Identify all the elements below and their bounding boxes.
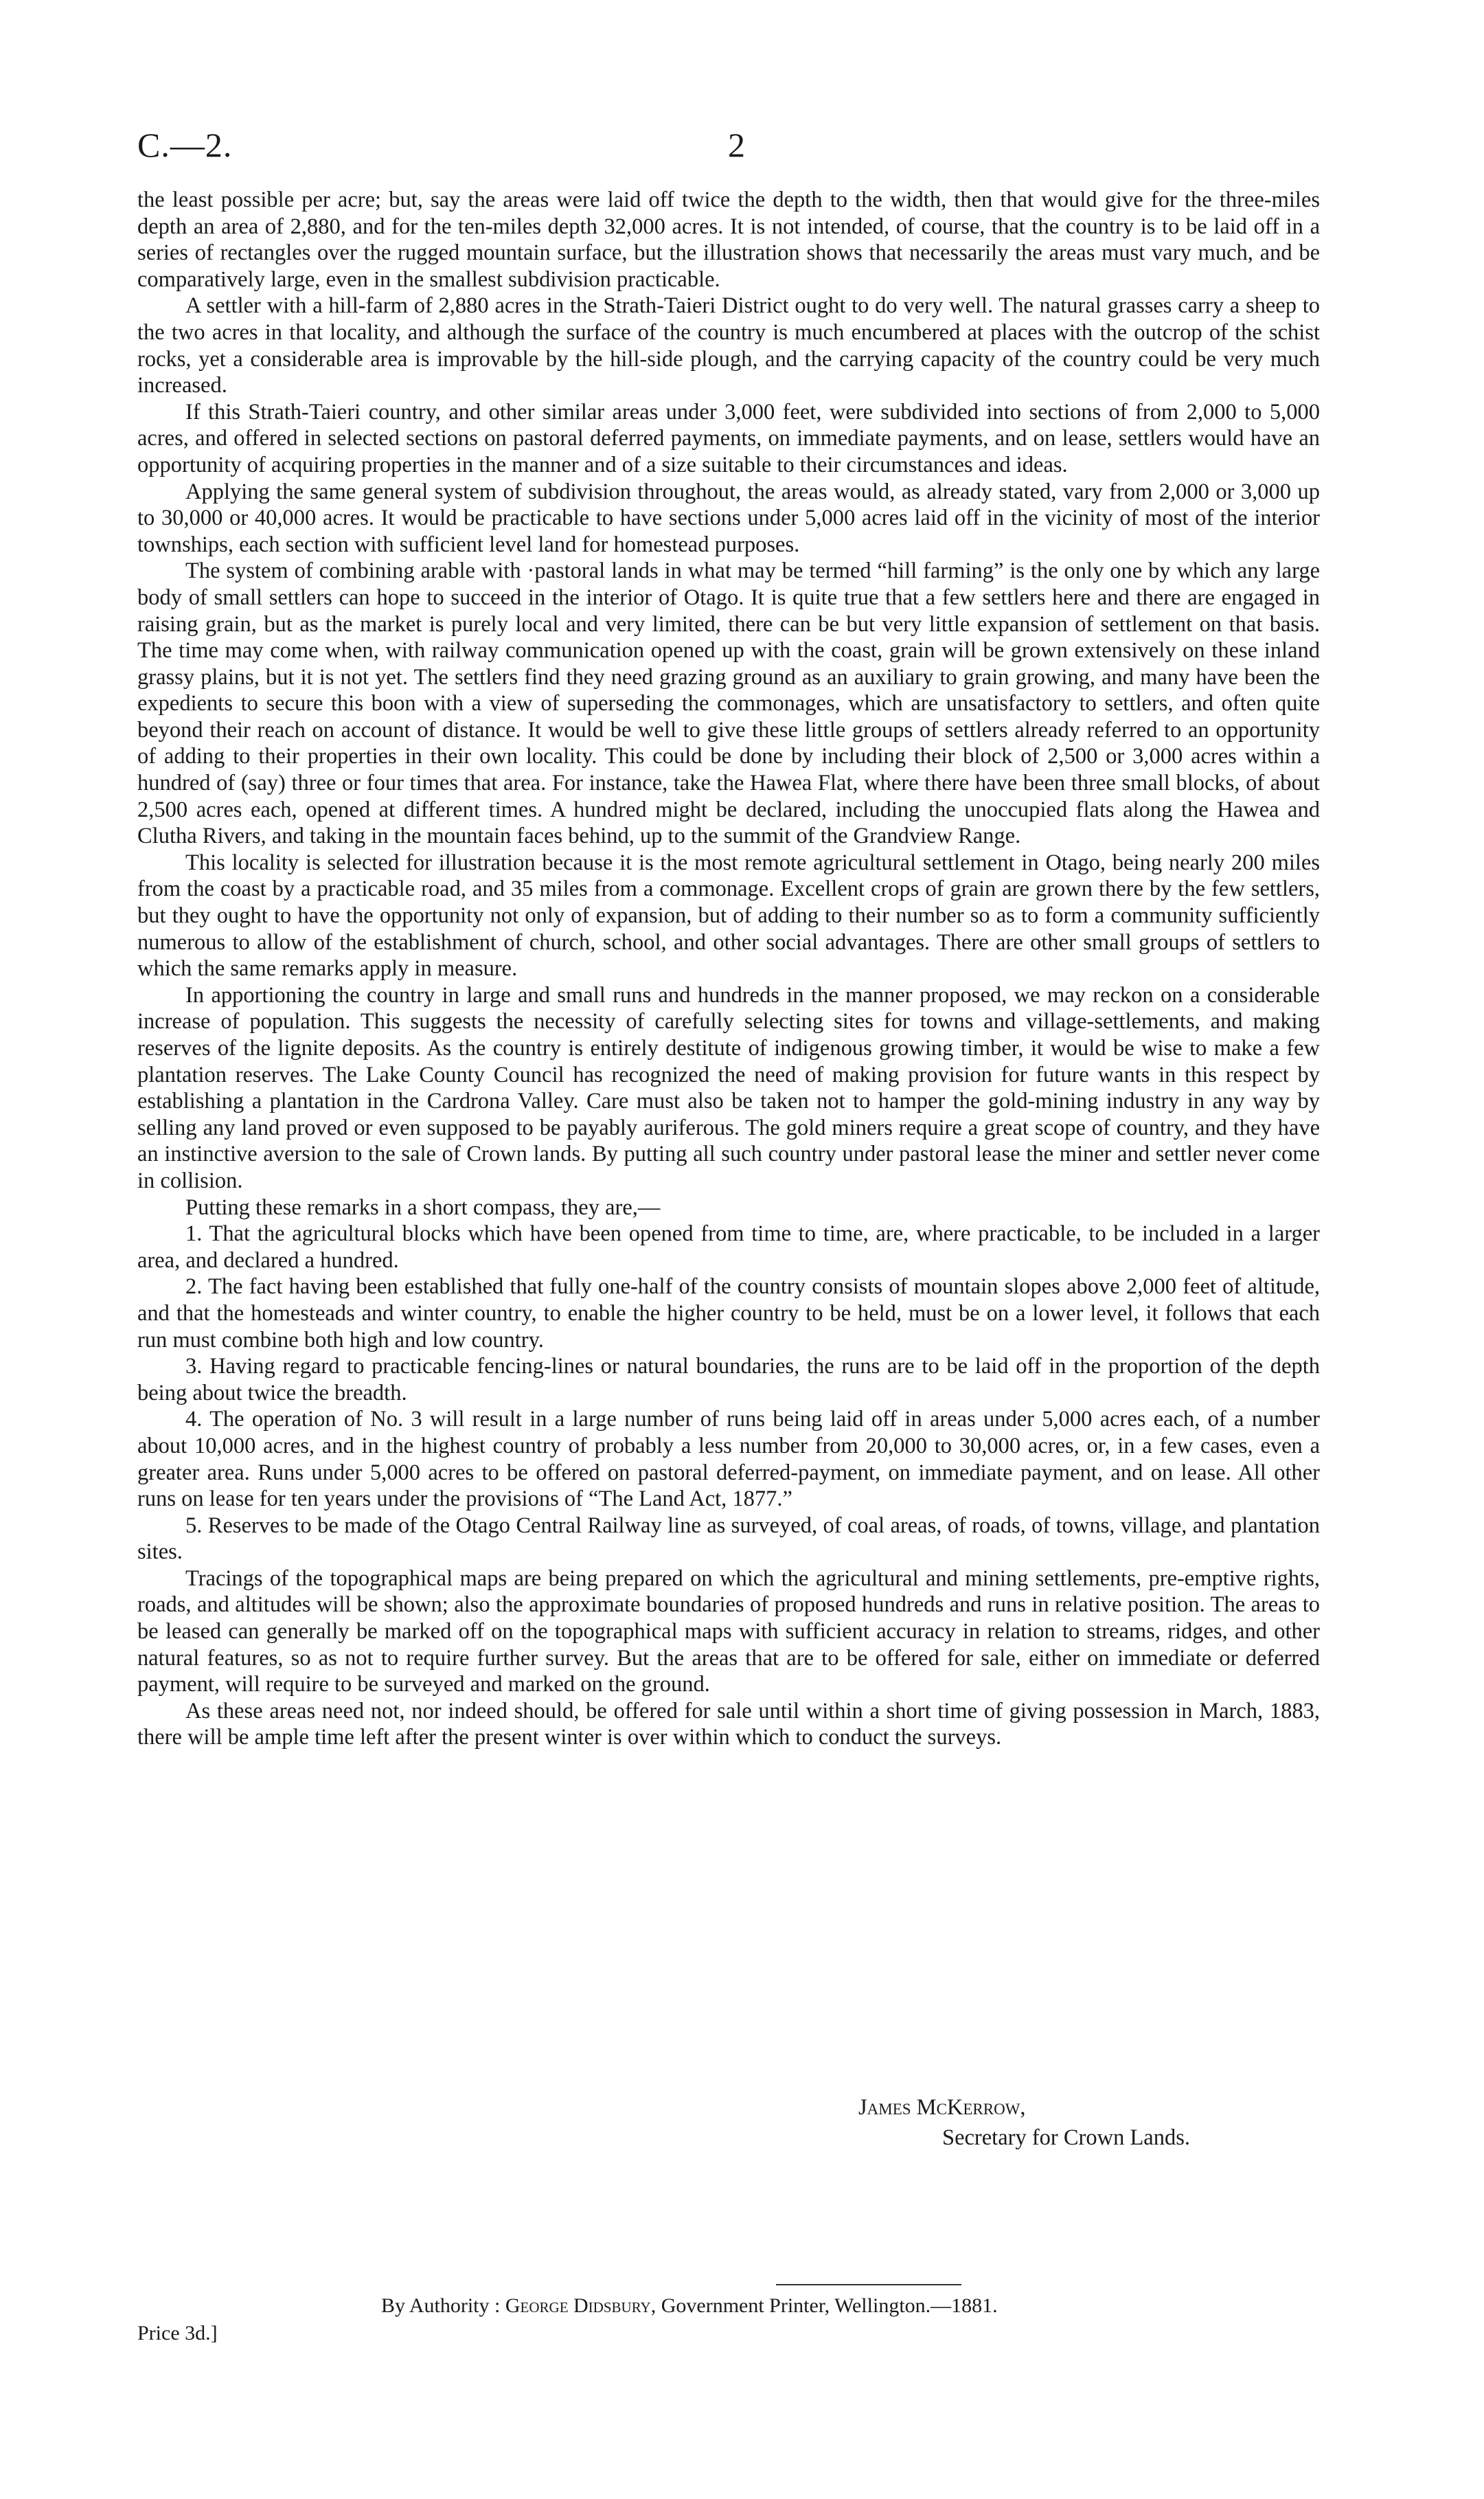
document-reference: C.—2. — [137, 126, 233, 164]
signatory-title: Secretary for Crown Lands. — [942, 2125, 1190, 2150]
list-item-3: 3. Having regard to practicable fencing-lines or natural boundaries, the runs are to be laid off in the proportion of the depth being about twice the breadth. — [137, 1354, 1320, 1405]
body-text — [137, 187, 1320, 1751]
paragraph-1: the least possible per acre; but, say the areas were laid off twice the depth to the width, then that would give for the three-miles depth an area of 2,880, and for the ten-miles depth 32,000 acres. It is not intended, of course, that the country is to be laid off in a series of rectangles over the rugged mountain surface, but the illustration shows that necessarily the areas must vary much, and be comparatively large, even in the smallest subdivision practicable. — [137, 188, 1320, 292]
paragraph-5: The system of combining arable with ·pastoral lands in what may be termed “hill farming” is the only one by which any large body of small settlers can hope to succeed in the interior of Otago. It is quite true that a few settlers here and there are engaged in raising grain, but as the market is purely local and very limited, there can be but very little expansion of settlement on that basis. The time may come when, with railway communication opened up with the coast, grain will be grown extensively on these inland grassy plains, but it is not yet. The settlers find they need grazing ground as an auxiliary to grain growing, and many have been the expedients to secure this boon with a view of superseding the commonages, which are unsatisfactory to settlers, and often quite beyond their reach on account of distance. It would be well to give these little groups of settlers already referred to an opportunity of adding to their properties in their own locality. This could be done by including their block of 2,500 or 3,000 acres within a hundred of (say) three or four times that area. For instance, take the Hawea Flat, where there have been three small blocks, of about 2,500 acres each, opened at different times. A hundred might be declared, including the unoccupied flats along the Hawea and Clutha Rivers, and taking in the mountain faces behind, up to the summit of the Grandview Range. — [137, 558, 1320, 849]
price-label: Price 3d.] — [137, 2322, 218, 2344]
page-number: 2 — [728, 126, 745, 164]
paragraph-4: Applying the same general system of subdivision throughout, the areas would, as already stated, vary from 2,000 or 3,000 up to 30,000 or 40,000 acres. It would be practicable to have sections under 5,000 acres laid off in the vicinity of most of the interior townships, each section with sufficient level land for homestead purposes. — [137, 479, 1320, 557]
imprint-prefix: By Authority : — [381, 2294, 501, 2317]
list-item-2: 2. The fact having been established that fully one-half of the country consists of mountain slopes above 2,000 feet of altitude, and that the homesteads and winter country, to enable the higher country to be held, must be on a lower level, it follows that each run must combine both high and low country. — [137, 1274, 1320, 1353]
paragraph-7: In apportioning the country in large and small runs and hundreds in the manner proposed, we may reckon on a considerable increase of population. This suggests the necessity of carefully selecting sites for towns and village-settlements, and making reserves of the lignite deposits. As the country is entirely destitute of indigenous growing timber, it would be wise to make a few plantation reserves. The Lake County Council has recognized the need of making provision for future wants in this respect by establishing a plantation in the Cardrona Valley. Care must also be taken not to hamper the gold-mining industry in any way by selling any land proved or even supposed to be payably auriferous. The gold miners require a great scope of country, and they have an instinctive aversion to the sale of Crown lands. By putting all such country under pastoral lease the miner and settler never come in collision. — [137, 982, 1320, 1193]
list-item-4: 4. The operation of No. 3 will result in a large number of runs being laid off in areas under 5,000 acres each, of a number about 10,000 acres, and in the highest country of probably a less number from 20,000 to 30,000 acres, or, in a few cases, even a greater area. Runs under 5,000 acres to be offered on pastoral deferred-payment, on immediate payment, and on lease. All other runs on lease for ten years under the provisions of “The Land Act, 1877.” — [137, 1407, 1320, 1512]
paragraph-6: This locality is selected for illustration because it is the most remote agricultural settlement in Otago, being nearly 200 miles from the coast by a practicable road, and 35 miles from a commonage. Excellent crops of grain are grown there by the few settlers, but they ought to have the opportunity not only of expansion, but of adding to their number so as to form a community sufficiently numerous to allow of the establishment of church, school, and other social advantages. There are other small groups of settlers to which the same remarks apply in measure. — [137, 850, 1320, 982]
printer-imprint — [381, 2294, 998, 2318]
list-item-1: 1. That the agricultural blocks which have been opened from time to time, are, where practicable, to be included in a larger area, and declared a hundred. — [137, 1221, 1320, 1273]
list-item-5: 5. Reserves to be made of the Otago Central Railway line as surveyed, of coal areas, of roads, of towns, village, and plantation sites. — [137, 1513, 1320, 1565]
footer-divider — [776, 2284, 961, 2285]
paragraph-2: A settler with a hill-farm of 2,880 acres in the Strath-Taieri District ought to do very well. The natural grasses carry a sheep to the two acres in that locality, and although the surface of the country is much encumbered at places with the outcrop of the schist rocks, yet a considerable area is improvable by the hill-side plough, and the carrying capacity of the country could be very much increased. — [137, 293, 1320, 398]
paragraph-10: As these areas need not, nor indeed should, be offered for sale until within a short time of giving possession in March, 1883, there will be ample time left after the present winter is over within which to conduct the surveys. — [137, 1698, 1320, 1750]
imprint-suffix: Government Printer, Wellington.—1881. — [661, 2294, 998, 2317]
signatory-name: James McKerrow, — [858, 2095, 1026, 2120]
paragraph-8: Putting these remarks in a short compass, they are,— — [185, 1195, 661, 1220]
paragraph-9: Tracings of the topographical maps are being prepared on which the agricultural and mining settlements, pre-emptive rights, roads, and altitudes will be shown; also the approximate boundaries of proposed hundreds and runs in relative position. The areas to be leased can generally be marked off on the topographical maps with sufficient accuracy in relation to streams, ridges, and other natural features, so as not to require further survey. But the areas that are to be offered for sale, either on immediate or deferred payment, will require to be surveyed and marked on the ground. — [137, 1565, 1320, 1697]
printer-name: George Didsbury, — [505, 2294, 657, 2317]
paragraph-3: If this Strath-Taieri country, and other similar areas under 3,000 feet, were subdivided into sections of from 2,000 to 5,000 acres, and offered in selected sections on pastoral deferred payments, on immediate payments, and on lease, settlers would have an opportunity of acquiring properties in the manner and of a size suitable to their circumstances and ideas. — [137, 399, 1320, 477]
